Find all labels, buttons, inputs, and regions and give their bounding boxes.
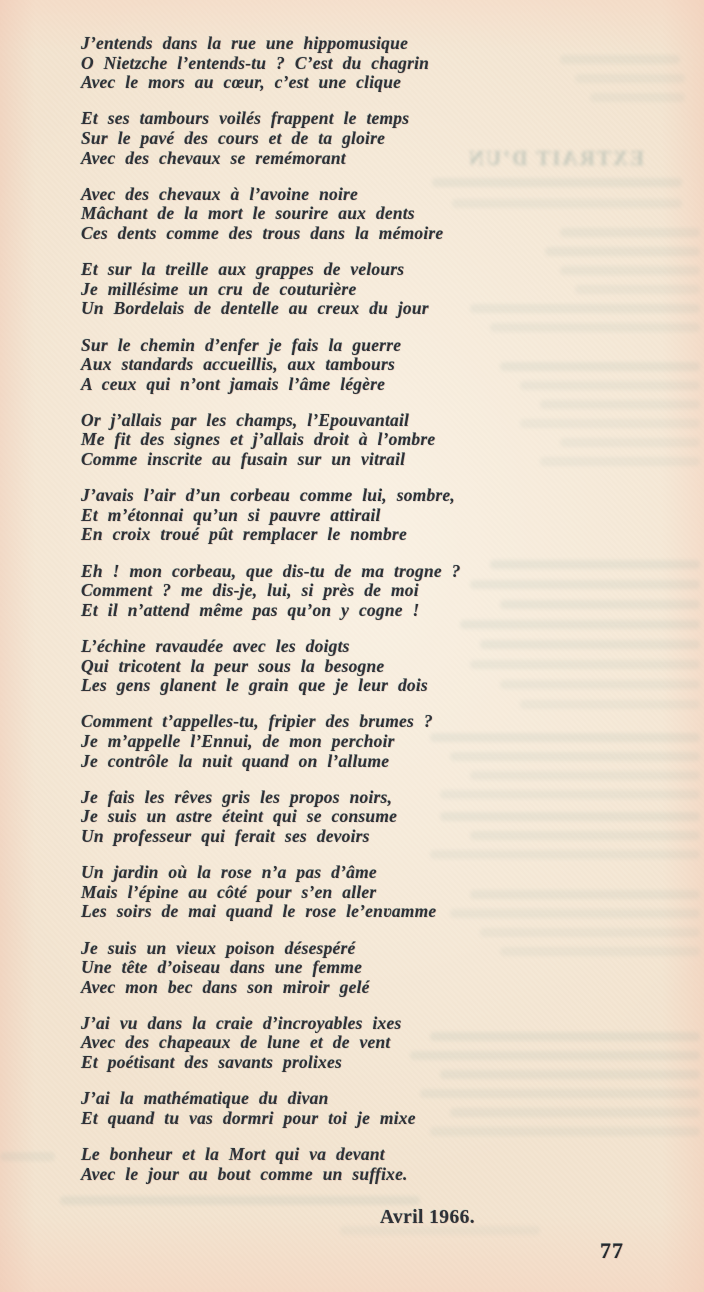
poem-line: Ces dents comme des trous dans la mémoire (81, 222, 444, 243)
poem-line: Et ses tambours voilés frappent le temps (81, 108, 410, 129)
poem-line: J’entends dans la rue une hippomusique (81, 33, 409, 53)
poem-line: Et quand tu vas dormri pour toi je mixe (81, 1107, 416, 1128)
poem-line: Avec mon bec dans son miroir gelé (81, 976, 370, 997)
poem-stanza (81, 109, 641, 168)
poem-line: Les gens glanent le grain que je leur dois (81, 675, 428, 696)
poem-stanza (81, 863, 641, 922)
poem-line: Et sur la treille aux grappes de velours (81, 259, 405, 280)
poem-line: Une tête d’oiseau dans une femme (81, 957, 363, 978)
poem-line: Eh ! mon corbeau, que dis-tu de ma trogne ? (81, 560, 461, 581)
poem-line: Comment t’appelles-tu, fripier des brumes ? (81, 711, 433, 732)
bleed-through-mirrored-heading: EXTRAIT D’UN (466, 146, 644, 170)
poem-line: Je millésime un cru de couturière (81, 278, 357, 299)
poem-line: Sur le pavé des cours et de ta gloire (81, 127, 386, 148)
poem-line: Un professeur qui ferait ses devoirs (81, 825, 370, 846)
poem-line: L’échine ravaudée avec les doigts (81, 636, 350, 656)
poem-line: Comme inscrite au fusain sur un vitrail (81, 449, 406, 470)
poem-line: Avec des chapeaux de lune et de vent (81, 1032, 391, 1053)
poem-line: Et m’étonnai qu’un si pauvre attirail (81, 504, 381, 525)
poem-line: Et il n’attend même pas qu’on y cogne ! (81, 599, 420, 620)
poem-stanza (81, 712, 641, 771)
poem-line: Je suis un astre éteint qui se consume (81, 806, 398, 827)
poem-stanza (81, 788, 641, 847)
bleed-through-smudge (0, 1152, 55, 1161)
poem-line: Mâchant de la mort le sourire aux dents (81, 203, 415, 224)
poem-stanza (81, 411, 641, 470)
poem-line: Avec des chevaux se remémorant (81, 147, 346, 168)
poem-line: Or j’allais par les champs, l’Epouvantail (81, 409, 410, 430)
poem-line: J’avais l’air d’un corbeau comme lui, sombre, (81, 485, 455, 506)
poem-line: Les soirs de mai quand le rose le’enʋamme (81, 901, 437, 922)
poem-line: Me fit des signes et j’allais droit à l’ombre (81, 429, 436, 450)
poem-stanza (81, 1014, 641, 1073)
poem-stanza (81, 260, 641, 319)
poem-stanza (81, 939, 641, 998)
poem-date: Avril 1966. (380, 1207, 476, 1228)
poem-line: Sur le chemin d’enfer je fais la guerre (81, 334, 402, 355)
poem-line: A ceux qui n’ont jamais l’âme légère (81, 373, 386, 394)
poem-stanza (81, 336, 641, 395)
poem-line: Et poétisant des savants prolixes (81, 1052, 342, 1073)
poem-line: Le bonheur et la Mort qui va devant (81, 1144, 385, 1165)
poem-stanza (81, 637, 641, 696)
poem-line: Avec le jour au bout comme un suffixe. (81, 1163, 408, 1184)
poem-line: Qui tricotent la peur sous la besogne (81, 655, 385, 676)
poem-stanza (81, 486, 641, 545)
poem-line: Je contrôle la nuit quand on l’allume (81, 750, 390, 771)
poem (81, 34, 641, 1201)
poem-line: J’ai vu dans la craie d’incroyables ixes (81, 1012, 402, 1033)
poem-line: Mais l’épine au côté pour s’en aller (81, 881, 377, 902)
poem-line: Avec des chevaux à l’avoine noire (81, 183, 358, 204)
page-number: 77 (600, 1238, 624, 1263)
poem-stanza (81, 34, 641, 93)
poem-line: Un Bordelais de dentelle au creux du jour (81, 298, 429, 319)
poem-line: Je suis un vieux poison désespéré (81, 937, 356, 958)
poem-line: O Nietzche l’entends-tu ? C’est du chagrin (81, 52, 430, 73)
poem-line: Je fais les rêves gris les propos noirs, (81, 786, 393, 807)
poem-line: Avec le mors au cœur, c’est une clique (81, 72, 402, 93)
poem-line: Je m’appelle l’Ennui, de mon perchoir (81, 730, 395, 751)
poem-stanza (81, 1089, 641, 1128)
poem-line: Aux standards accueillis, aux tambours (81, 354, 396, 375)
poem-line: Un jardin où la rose n’a pas d’âme (81, 862, 377, 883)
poem-line: En croix troué pût remplacer le nombre (81, 524, 407, 545)
poem-stanza (81, 1145, 641, 1184)
poem-line: J’ai la mathématique du divan (81, 1088, 329, 1109)
poem-stanza (81, 562, 641, 621)
poem-stanza (81, 185, 641, 244)
poem-line: Comment ? me dis-je, lui, si près de moi (81, 580, 419, 601)
